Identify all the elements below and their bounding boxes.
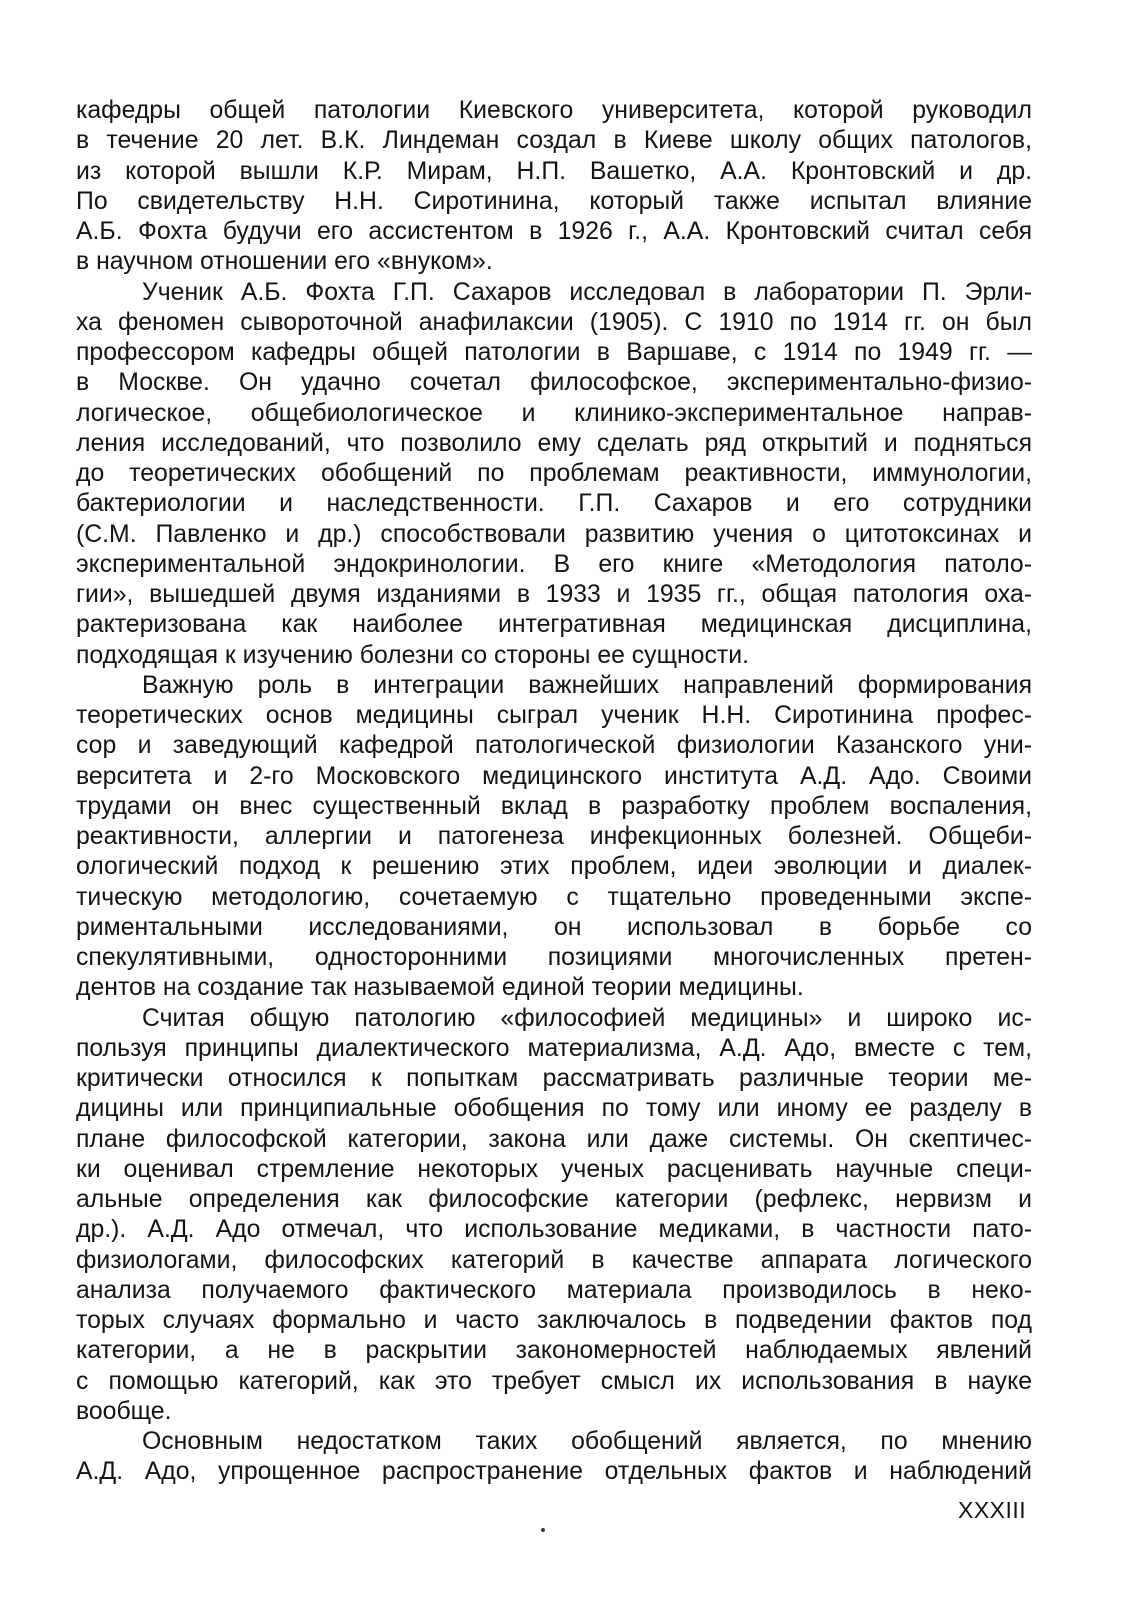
text-line: критически относился к попыткам рассматривать различные теории ме-: [76, 1065, 1032, 1092]
text-line: риментальными исследованиями, он использовал в борьбе со: [76, 913, 1032, 941]
text-line: подходящая к изучению болезни со стороны ее сущности.: [76, 641, 749, 669]
text-line: категории, а не в раскрытии закономерностей наблюдаемых явлений: [76, 1337, 1032, 1365]
text-line: др.). А.Д. Адо отмечал, что использование медиками, в частности пато-: [76, 1216, 1032, 1244]
text-line: ления исследований, что позволило ему сделать ряд открытий и подняться: [76, 429, 1032, 457]
page-number: XXXIII: [958, 1497, 1027, 1523]
text-line: из которой вышли К.Р. Мирам, Н.П. Вашетко, А.А. Кронтовский и др.: [76, 157, 1032, 185]
paragraph: [76, 96, 1032, 278]
text-line: рактеризована как наиболее интегративная медицинская дисциплина,: [76, 611, 1032, 639]
text-line: гии», вышедшей двумя изданиями в 1933 и 1935 гг., общая патология оха-: [76, 581, 1032, 608]
text-line: сор и заведующий кафедрой патологической физиологии Казанского уни-: [76, 732, 1032, 760]
text-line: дицины или принципиальные обобщения по тому или иному ее разделу в: [76, 1095, 1032, 1123]
text-line: Основным недостатком таких обобщений является, по мнению: [142, 1428, 1032, 1455]
text-line: пользуя принципы диалектического материализма, А.Д. Адо, вместе с тем,: [76, 1034, 1032, 1062]
text-line: плане философской категории, закона или даже системы. Он скептичес-: [76, 1125, 1032, 1153]
paragraph: [76, 671, 1032, 1004]
text-line: экспериментальной эндокринологии. В его книге «Методология патоло-: [76, 550, 1032, 578]
text-line: ологический подход к решению этих проблем, идеи эволюции и диалек-: [76, 853, 1032, 881]
text-line: Ученик А.Б. Фохта Г.П. Сахаров исследовал в лаборатории П. Эрли-: [142, 278, 1032, 306]
text-line: (С.М. Павленко и др.) способствовали развитию учения о цитотоксинах и: [76, 520, 1032, 548]
text-line: вообще.: [76, 1397, 172, 1425]
text-line: ха феномен сывороточной анафилаксии (1905). С 1910 по 1914 гг. он был: [76, 308, 1032, 336]
paragraph: [76, 1004, 1032, 1428]
text-line: бактериологии и наследственности. Г.П. Сахаров и его сотрудники: [76, 490, 1032, 518]
paragraph: [76, 1427, 1032, 1488]
text-line: альные определения как философские категории (рефлекс, нервизм и: [76, 1186, 1032, 1213]
text-line: теоретических основ медицины сыграл ученик Н.Н. Сиротинина профес-: [76, 702, 1032, 729]
text-line: спекулятивными, односторонними позициями многочисленных претен-: [76, 944, 1032, 971]
text-line: По свидетельству Н.Н. Сиротинина, который также испытал влияние: [76, 187, 1032, 215]
text-line: Считая общую патологию «философией медицины» и широко ис-: [142, 1004, 1032, 1032]
text-line: трудами он внес существенный вклад в разработку проблем воспаления,: [76, 792, 1032, 820]
text-line: в Москве. Он удачно сочетал философское, экспериментально-физио-: [76, 369, 1032, 397]
text-line: в течение 20 лет. В.К. Линдеман создал в Киеве школу общих патологов,: [76, 127, 1032, 155]
text-line: А.Д. Адо, упрощенное распространение отдельных фактов и наблюдений: [76, 1458, 1032, 1486]
text-line: анализа получаемого фактического материала производилось в неко-: [76, 1276, 1032, 1304]
text-line: профессором кафедры общей патологии в Варшаве, с 1914 по 1949 гг. —: [76, 339, 1032, 366]
text-line: верситета и 2-го Московского медицинского института А.Д. Адо. Своими: [76, 762, 1032, 790]
text-line: с помощью категорий, как это требует смысл их использования в науке: [76, 1367, 1032, 1395]
text-line: тическую методологию, сочетаемую с тщательно проведенными экспе-: [76, 883, 1032, 911]
text-line: физиологами, философских категорий в качестве аппарата логического: [76, 1246, 1032, 1274]
text-line: до теоретических обобщений по проблемам реактивности, иммунологии,: [76, 460, 1032, 487]
text-line: А.Б. Фохта будучи его ассистентом в 1926 г., А.А. Кронтовский считал себя: [76, 218, 1032, 245]
text-line: кафедры общей патологии Киевского университета, которой руководил: [76, 97, 1032, 124]
text-line: Важную роль в интеграции важнейших направлений формирования: [142, 671, 1032, 699]
text-line: реактивности, аллергии и патогенеза инфекционных болезней. Общеби-: [76, 823, 1032, 850]
text-line: торых случаях формально и часто заключалось в подведении фактов под: [76, 1307, 1032, 1334]
text-line: в научном отношении его «внуком».: [76, 248, 493, 276]
text-line: логическое, общебиологическое и клинико-экспериментальное направ-: [76, 399, 1032, 427]
page-body: [76, 96, 1032, 1488]
text-line: ки оценивал стремление некоторых ученых расценивать научные специ-: [76, 1155, 1032, 1183]
print-speck: [541, 1528, 545, 1532]
paragraph: [76, 278, 1032, 671]
text-line: дентов на создание так называемой единой теории медицины.: [76, 974, 804, 1002]
